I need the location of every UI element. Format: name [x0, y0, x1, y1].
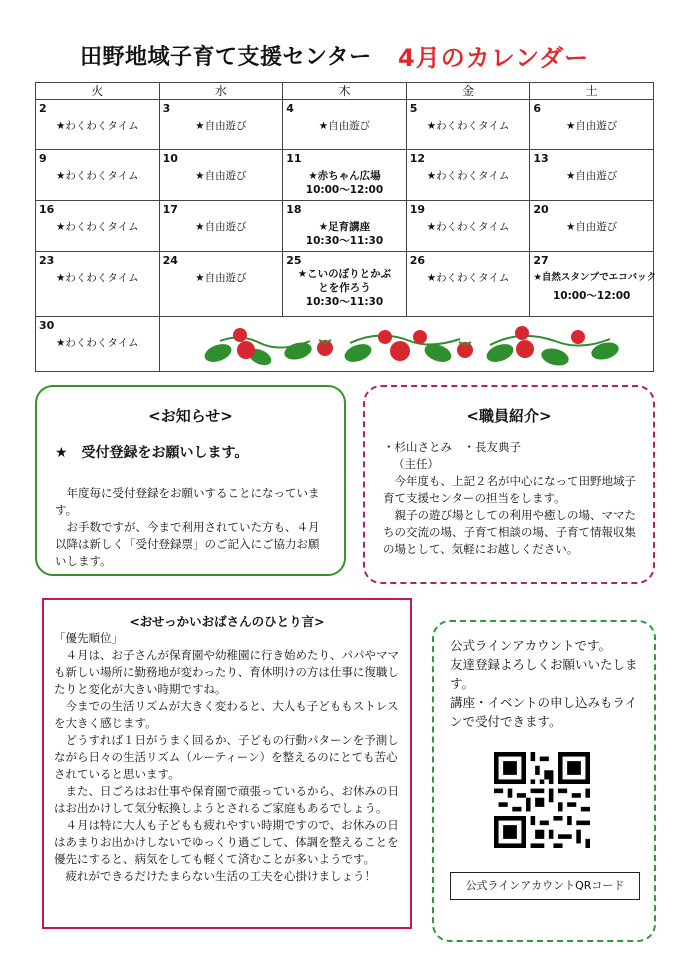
day-cell	[159, 201, 283, 252]
event-text: ★赤ちゃん広場	[308, 170, 381, 182]
day-number: 26	[409, 254, 426, 267]
line-text-line: 講座・イベントの申し込みもラインで受付できます。	[450, 695, 638, 729]
day-number: 30	[39, 319, 55, 332]
day-number: 16	[39, 203, 55, 216]
event-text-cont: とを作ろう	[318, 282, 371, 294]
notice-paragraph: 年度毎に受付登録をお願いすることになっています。	[55, 486, 320, 517]
notice-box	[35, 385, 346, 576]
day-number: 2	[39, 102, 47, 115]
event-time: 10:00～12:00	[553, 290, 631, 302]
day-cell	[406, 100, 530, 150]
day-cell	[36, 252, 160, 317]
column-paragraph: どうすれば１日がうまく回るか、子どもの行動パターンを予測しながら日々の生活リズム（ルーティーン）を整えるのにとても苦心されていると思います。	[54, 733, 399, 781]
event-text: ★自由遊び	[195, 170, 247, 182]
day-number: 12	[409, 152, 426, 165]
column-subtitle: 「優先順位」	[54, 631, 123, 645]
day-number: 24	[162, 254, 178, 267]
event-text: ★わくわくタイム	[426, 272, 510, 284]
event-text: ★自由遊び	[565, 170, 618, 182]
column-paragraph: ４月は、お子さんが保育園や幼稚園に行き始めたり、パパやママも新しい場所に勤務地が変わったり、育休明けの方は仕事に復職したりと変化が大きい時期ですね。	[54, 648, 399, 696]
event-text: ★自由遊び	[565, 221, 618, 233]
day-cell	[36, 317, 160, 372]
day-number: 6	[533, 102, 542, 115]
event-text: ★わくわくタイム	[55, 120, 139, 132]
day-number: 23	[39, 254, 55, 267]
event-text: ★足育講座	[318, 221, 371, 233]
column-title: <おせっかいおばさんのひとり言>	[129, 614, 325, 629]
event-time: 10:00～12:00	[305, 184, 384, 196]
staff-paragraph: 親子の遊び場としての利用や癒しの場、ママたちの交流の場、子育て相談の場、子育て情報収集の場として、気軽にお越しください。	[383, 508, 636, 556]
strawberry-vine-icon	[342, 330, 460, 365]
day-number: 19	[409, 203, 426, 216]
column-paragraph: 疲れができるだけたまらない生活の工夫を心掛けましょう！	[65, 869, 376, 883]
event-text: ★わくわくタイム	[55, 170, 139, 182]
day-number: 17	[162, 203, 178, 216]
day-cell	[283, 201, 407, 252]
strawberry-icon	[457, 342, 473, 358]
strawberry-icon	[317, 340, 333, 356]
weekday-fri: 金	[406, 83, 530, 100]
day-number: 4	[286, 102, 294, 115]
day-cell	[530, 100, 654, 150]
staff-paragraph: 今年度も、上記２名が中心になって田野地域子育て支援センターの担当をします。	[383, 474, 636, 505]
strawberry-vine-icon	[484, 326, 620, 368]
day-cell	[159, 100, 283, 150]
week-row	[36, 100, 654, 150]
week-row	[36, 201, 654, 252]
day-number: 25	[286, 254, 302, 267]
day-cell	[530, 252, 657, 317]
day-cell	[283, 100, 407, 150]
calendar-title: 4月のカレンダー	[398, 44, 590, 72]
event-text: ★自由遊び	[565, 120, 618, 132]
day-cell	[283, 150, 407, 201]
day-cell	[530, 150, 654, 201]
day-cell	[36, 201, 160, 252]
column-paragraph: また、日ごろはお仕事や保育園で頑張っているから、お休みの日はお出かけして気分転換しようとされるご家庭もあるでしょう。	[54, 784, 399, 815]
event-text: ★わくわくタイム	[426, 120, 510, 132]
event-text: ★わくわくタイム	[426, 221, 510, 233]
day-number: 13	[533, 152, 549, 165]
staff-box	[363, 385, 655, 584]
line-text	[450, 636, 645, 731]
day-cell	[406, 201, 530, 252]
event-text: ★わくわくタイム	[426, 170, 510, 182]
column-paragraph: ４月は特に大人も子どもも疲れやすい時期ですので、お休みの日はあまりお出かけしないでゆっくり過ごして、体調を整えることを優先にすると、病気をしても軽くて済むことが多いようです。	[54, 818, 399, 866]
strawberry-vine-icon	[202, 328, 313, 368]
day-cell	[159, 252, 283, 317]
event-text: ★わくわくタイム	[55, 337, 139, 349]
event-time: 10:30～11:30	[305, 296, 384, 308]
day-number: 18	[286, 203, 302, 216]
day-number: 11	[286, 152, 302, 165]
staff-title: <職員紹介>	[466, 407, 552, 425]
weekday-wed: 水	[159, 83, 283, 100]
qr-code-icon[interactable]	[494, 752, 590, 848]
staff-names: ・杉山さとみ ・長友典子	[383, 440, 521, 454]
column-box	[42, 598, 412, 929]
day-number: 27	[533, 254, 549, 267]
notice-headline: ★ 受付登録をお願いします。	[55, 445, 249, 461]
day-cell	[406, 252, 530, 317]
event-text: ★わくわくタイム	[55, 221, 139, 233]
day-cell	[159, 150, 283, 201]
weekday-tue: 火	[36, 83, 160, 100]
day-cell	[530, 201, 654, 252]
column-body	[54, 647, 404, 885]
day-number: 3	[162, 102, 171, 115]
day-number: 5	[409, 102, 418, 115]
line-account-box	[432, 620, 656, 942]
day-number: 20	[533, 203, 549, 216]
event-text: ★自由遊び	[195, 221, 247, 233]
line-text-line: 公式ラインアカウントです。	[450, 638, 612, 653]
event-text: ★自由遊び	[195, 272, 247, 284]
notice-title: <お知らせ>	[148, 407, 233, 425]
event-text: ★こいのぼりとかぶ	[297, 268, 392, 280]
week-row	[36, 150, 654, 201]
weekday-sat: 土	[530, 83, 654, 100]
center-title: 田野地域子育て支援センター	[80, 45, 372, 70]
day-cell	[406, 150, 530, 201]
notice-paragraph: お手数ですが、今まで利用されていた方も、４月以降は新しく「受付登録票」のご記入にご協力お願いします。	[55, 520, 320, 568]
event-text: ★自由遊び	[318, 120, 371, 132]
qr-caption: 公式ラインアカウントQRコード	[450, 872, 640, 900]
strawberry-decoration	[160, 323, 653, 375]
day-number: 10	[162, 152, 178, 165]
event-text: ★自然スタンプでエコバック	[533, 272, 657, 283]
day-number: 9	[39, 152, 47, 165]
event-text: ★わくわくタイム	[55, 272, 139, 284]
event-text: ★自由遊び	[195, 120, 247, 132]
line-text-line: 友達登録よろしくお願いいたします。	[450, 657, 638, 691]
column-paragraph: 今までの生活リズムが大きく変わると、大人も子どももストレスを大きく感じます。	[54, 699, 399, 730]
day-cell	[36, 150, 160, 201]
staff-role: （主任）	[393, 457, 439, 471]
weekday-header	[36, 83, 654, 100]
weekday-thu: 木	[283, 83, 407, 100]
week-row	[36, 252, 654, 317]
day-cell	[36, 100, 160, 150]
event-time: 10:30～11:30	[305, 235, 384, 247]
day-cell	[283, 252, 407, 317]
